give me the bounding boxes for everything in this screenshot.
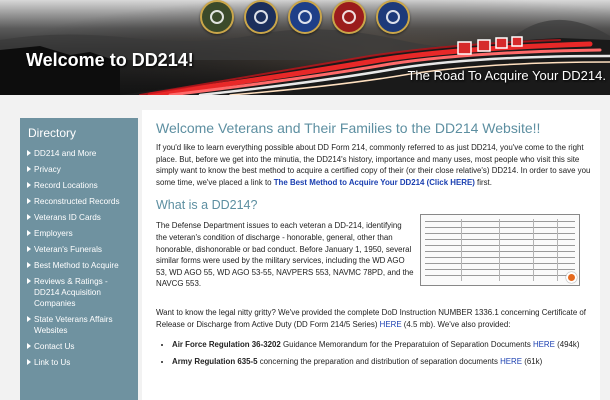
caret-right-icon (27, 278, 31, 284)
sidebar-item[interactable] (20, 193, 138, 209)
sidebar-item-label: DD214 and More (34, 149, 97, 158)
caret-right-icon (27, 150, 31, 156)
sidebar-item-label: Reconstructed Records (34, 197, 120, 206)
sidebar-item[interactable] (20, 145, 138, 161)
sidebar-item-label: Employers (34, 229, 73, 238)
chevron-sign-icon (478, 40, 490, 51)
dod-instruction-link[interactable]: HERE (379, 319, 402, 329)
regulation-title: Air Force Regulation 36-3202 (172, 339, 281, 349)
sidebar-item[interactable] (20, 273, 138, 311)
seal-emblem-icon (298, 10, 312, 24)
seal-emblem-icon (254, 10, 268, 24)
sidebar-item-label: Best Method to Acquire (34, 261, 119, 270)
site-title[interactable]: Welcome to DD214! (26, 50, 194, 70)
sidebar-item-label: Privacy (34, 165, 61, 174)
intro-text: If you'd like to learn everything possible about DD Form 214, commonly referred to as just DD214, you've come to the right place. But, before we get into the minutia, the DD214's history, importance and many uses, most people who visit this site simply want to know the best method to acquire a certified copy of their (or their close relative's) DD214. In order to save you some time, we've placed a link to (156, 143, 591, 187)
regulation-link[interactable]: HERE (500, 356, 523, 366)
what-is-dd214-paragraph: The Defense Department issues to each veteran a DD-214, identifying the veteran's condition of discharge - honorable, general, other than honorable, dishonorable or bad conduct. Before January 1, 1950, several similar forms were used by the military services, including the WD AGO 53, WD AGO 55, WD AGO 53-55, NAVPERS 553, NAVMC 78PD, and the NAVCG 553. (156, 221, 414, 289)
caret-right-icon (27, 214, 31, 220)
navy-seal-icon (244, 0, 278, 34)
regulation-item (172, 339, 594, 350)
sidebar-item[interactable] (20, 338, 138, 354)
seal-emblem-icon (386, 10, 400, 24)
sidebar-item[interactable] (20, 209, 138, 225)
site-header (0, 0, 610, 95)
seal-emblem-icon (210, 10, 224, 24)
sidebar-item[interactable] (20, 241, 138, 257)
main-content (142, 110, 600, 400)
sidebar-item[interactable] (20, 225, 138, 241)
caret-right-icon (27, 246, 31, 252)
sidebar-item[interactable] (20, 354, 138, 370)
regulation-item (172, 356, 594, 367)
chevron-sign-icon (512, 37, 522, 46)
regulation-text: concerning the preparation and distribution of separation documents (257, 356, 501, 366)
regulation-link[interactable]: HERE (532, 339, 555, 349)
regulation-size: (494k) (554, 339, 580, 349)
army-seal-icon (200, 0, 234, 34)
air-force-seal-icon (288, 0, 322, 34)
caret-right-icon (27, 343, 31, 349)
intro-paragraph (156, 142, 594, 188)
military-seals (200, 0, 410, 36)
caret-right-icon (27, 262, 31, 268)
what-is-dd214-heading: What is a DD214? (156, 198, 258, 213)
legal-paragraph (156, 307, 594, 330)
chevron-sign-icon (496, 38, 507, 48)
sidebar-item[interactable] (20, 161, 138, 177)
marine-corps-seal-icon (332, 0, 366, 34)
seal-emblem-icon (342, 10, 356, 24)
legal-end-text: (4.5 mb). We've also provided: (401, 319, 511, 329)
sidebar-item-label: Reviews & Ratings - DD214 Acquisition Companies (34, 277, 108, 308)
zoom-badge-icon[interactable] (566, 272, 577, 283)
intro-end-text: first. (474, 177, 492, 187)
dd214-form-image[interactable] (420, 214, 580, 286)
site-tagline: The Road To Acquire Your DD214. (407, 68, 606, 83)
caret-right-icon (27, 198, 31, 204)
regulations-list (156, 339, 594, 368)
coast-guard-seal-icon (376, 0, 410, 34)
regulation-size: (61k) (522, 356, 543, 366)
caret-right-icon (27, 166, 31, 172)
caret-right-icon (27, 359, 31, 365)
sidebar-item[interactable] (20, 177, 138, 193)
directory-sidebar (20, 118, 138, 400)
directory-nav (20, 145, 138, 370)
sidebar-item[interactable] (20, 257, 138, 273)
sidebar-item-label: Record Locations (34, 181, 98, 190)
regulation-text: Guidance Memorandum for the Preparatuion of Separation Documents (280, 339, 533, 349)
sidebar-item-label: State Veterans Affairs Websites (34, 315, 113, 335)
sidebar-item-label: Link to Us (34, 358, 71, 367)
directory-title: Directory (28, 126, 77, 140)
legal-text: Want to know the legal nitty gritty? We've provided the complete DoD Instruction NUMBER 1336.1 concerning Certificate of Release or Discharge from Active Duty (DD Form 214/5 Series) (156, 308, 586, 329)
caret-right-icon (27, 230, 31, 236)
sidebar-item[interactable] (20, 311, 138, 338)
chevron-sign-icon (458, 42, 471, 54)
regulation-title: Army Regulation 635-5 (172, 356, 258, 366)
page-title: Welcome Veterans and Their Families to the DD214 Website!! (156, 120, 541, 136)
sidebar-item-label: Contact Us (34, 342, 75, 351)
best-method-link[interactable]: The Best Method to Acquire Your DD214 (Click HERE) (273, 177, 475, 187)
caret-right-icon (27, 182, 31, 188)
sidebar-item-label: Veterans ID Cards (34, 213, 101, 222)
sidebar-item-label: Veteran's Funerals (34, 245, 103, 254)
caret-right-icon (27, 316, 31, 322)
